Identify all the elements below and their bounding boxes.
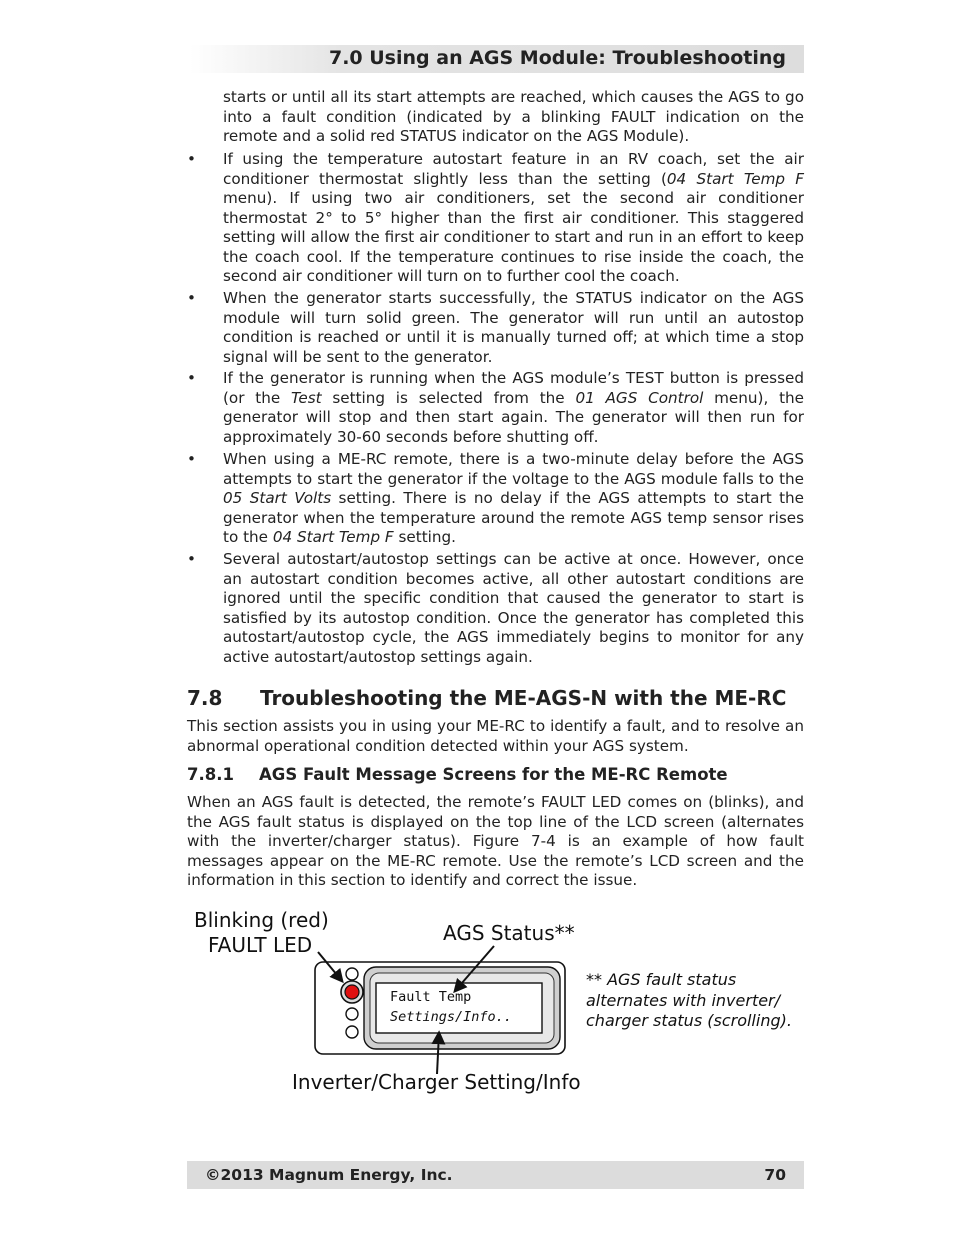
subsection-title: AGS Fault Message Screens for the ME-RC Remote [259, 765, 728, 784]
list-item-text: When the generator starts successfully, the STATUS indicator on the AGS module will turn solid green. The generator will run until an autostop condition is reached or until it is manually turned off; at which time a stop signal will be sent to the generator. [223, 289, 804, 366]
header-title: 7.0 Using an AGS Module: Troubleshooting [328, 47, 786, 69]
footer-copyright: ©2013 Magnum Energy, Inc. [205, 1166, 453, 1184]
ags-status-label: AGS Status** [443, 921, 575, 945]
lcd-line-1: Fault Temp [390, 989, 472, 1005]
page-footer [187, 1161, 804, 1189]
bullet-dot: • [187, 150, 196, 168]
bullet-dot: • [187, 369, 196, 387]
list-item-text: If using the temperature autostart feature in an RV coach, set the air conditioner thermostat slightly less than the setting (04 Start Temp F menu). If using two air conditioners, set the second air conditioner thermostat 2° to 5° higher than the first air conditioner. This staggered setting will allow the first air conditioner to start and run in an effort to keep the coach cool. If the temperature continues to rise inside the coach, the second air conditioner will turn on to further cool the coach. [223, 150, 804, 285]
list-item-text: Several autostart/autostop settings can be active at once. However, once an autostart condition becomes active, all other autostart conditions are ignored until the specific condition that caused the generator to start is satisfied by its autostop condition. Once the generator has completed this autostart/autostop cycle, the AGS immediately begins to monitor for any active autostart/autostop settings again. [223, 550, 804, 666]
led-middle [346, 1008, 358, 1020]
led-top [346, 968, 358, 980]
led-bottom [346, 1026, 358, 1038]
section-title: Troubleshooting the ME-AGS-N with the ME-RC [260, 686, 787, 710]
continued-paragraph: starts or until all its start attempts are reached, which causes the AGS to go into a fault condition (indicated by a blinking FAULT indication on the remote and a solid red STATUS indicator on the AGS Module). [223, 88, 804, 145]
section-number: 7.8 [187, 686, 223, 710]
bullet-dot: • [187, 289, 196, 307]
inverter-charger-label: Inverter/Charger Setting/Info [292, 1070, 581, 1094]
fault-led-label-line1: Blinking (red) [194, 908, 329, 932]
fault-led-label-line2: FAULT LED [208, 933, 313, 957]
lcd-line-2: Settings/Info.. [390, 1009, 512, 1025]
bullet-dot: • [187, 550, 196, 568]
list-item-text: If the generator is running when the AGS module’s TEST button is pressed (or the Test setting is selected from the 01 AGS Control menu), the generator will stop and then start again. The generator will then run for approximately 30-60 seconds before shutting off. [223, 369, 804, 446]
subsection-number: 7.8.1 [187, 765, 234, 784]
bullet-dot: • [187, 450, 196, 468]
list-item-text: When using a ME-RC remote, there is a two-minute delay before the AGS attempts to start the generator if the voltage to the AGS module falls to the 05 Start Volts setting. There is no delay if the AGS attempts to start the generator when the temperature around the remote AGS temp sensor rises to the 04 Start Temp F setting. [223, 450, 804, 546]
section-intro: This section assists you in using your ME-RC to identify a fault, and to resolve an abnormal operational condition detected within your AGS system. [187, 717, 804, 755]
page-number: 70 [764, 1166, 786, 1184]
subsection-body: When an AGS fault is detected, the remote’s FAULT LED comes on (blinks), and the AGS fault status is displayed on the top line of the LCD screen (alternates with the inverter/charger status). Figure 7-4 is an example of how fault messages appear on the ME-RC remote. Use the remote’s LCD screen and the information in this section to identify and correct the issue. [187, 793, 804, 889]
figure-note: ** AGS fault status alternates with inverter/ charger status (scrolling). [586, 970, 792, 1030]
fault-led [345, 985, 359, 999]
